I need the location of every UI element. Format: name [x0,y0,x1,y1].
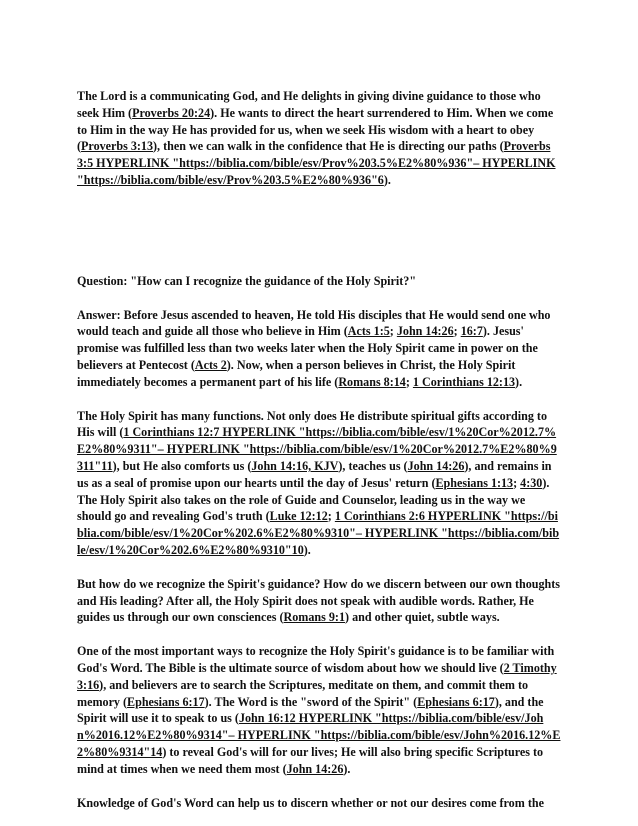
spacer [77,290,561,307]
spacer [77,778,561,795]
spacer [77,391,561,408]
scripture-link[interactable]: Acts 2 [194,357,227,372]
text: ) to reveal God's will for our lives; He will also bring specific Scriptures to mind at times when we need them most ( [77,744,544,776]
scripture-link[interactable]: Acts 1:5 [347,324,390,339]
text: The Lord is a communicating God, and He delights in giving divine guidance to those who seek Him ( [77,89,541,120]
scripture-link[interactable]: 4:30 [520,475,543,490]
scripture-link[interactable]: 2 Timothy 3:16 [77,660,557,692]
text: ). [343,761,351,776]
scripture-link[interactable]: John 14:16, KJV [251,458,339,473]
spacer [77,189,561,273]
text: ; [327,509,335,524]
scripture-link[interactable]: Proverbs 3:13 [81,139,154,154]
text: ). Now, when a person believes in Christ, the Holy Spirit immediately becomes a permanent part of his life ( [77,357,516,389]
scripture-link[interactable]: Romans 8:14 [338,374,406,389]
paragraph-knowledge: Knowledge of God's Word can help us to discern whether or not our desires come from the [77,795,544,810]
scripture-link[interactable]: Ephesians 1:13 [435,475,514,490]
text: ), teaches us ( [338,458,408,473]
text: ). [515,374,523,389]
scripture-link[interactable]: Proverbs 3:5 HYPERLINK "https://biblia.com/bible/esv/Prov%203.5%E2%80%936"– HYPERLINK "https://biblia.com/bible/esv/Prov%203.5%E2%80%936"6 [77,139,556,187]
text: ), and believers are to search the Scriptures, meditate on them, and commit them to memory ( [77,677,529,709]
scripture-link[interactable]: Romans 9:1 [283,610,346,625]
paragraph-intro [77,88,561,189]
paragraph-functions [77,408,561,559]
text: ; [389,324,397,339]
scripture-link[interactable]: Ephesians 6:17 [127,694,205,709]
text: ). The Word is the "sword of the Spirit" ( [204,694,418,709]
scripture-link[interactable]: 1 Corinthians 2:6 HYPERLINK "https://biblia.com/bible/esv/1%20Cor%202.6%E2%80%9310"– HYPERLINK "https://biblia.com/bible/esv/1%20Cor%202.6%E2%80%9310"10 [77,509,560,557]
scripture-link[interactable]: Ephesians 6:17 [417,694,495,709]
scripture-link[interactable]: John 16:12 HYPERLINK "https://biblia.com/bible/esv/John%2016.12%E2%80%9314"– HYPERLINK "https://biblia.com/bible/esv/John%2016.12%E2%80%9314"14 [77,711,561,759]
text: ; [453,324,461,339]
scripture-link[interactable]: 1 Corinthians 12:7 HYPERLINK "https://biblia.com/bible/esv/1%20Cor%2012.7%E2%80%9311"– HYPERLINK "https://biblia.com/bible/esv/1%20Cor%2012.7%E2%80%9311"11 [77,425,557,473]
paragraph-word [77,643,561,777]
text: ) and other quiet, subtle ways. [345,610,500,625]
paragraph-answer [77,307,561,391]
text: But how do we recognize the Spirit's guidance? How do we discern between our own thoughts and His leading? After all, the Holy Spirit does not speak with audible words. Rather, He guides us through our own consciences ( [77,576,560,625]
text: ; [405,374,413,389]
paragraph-recognize [77,576,561,626]
text: ). He wants to direct the heart surrendered to Him. When we come to Him in the way He has provided for us, when we seek His wisdom with a heart to obey ( [77,105,554,154]
text: ). [383,172,391,187]
spacer [77,626,561,643]
text: Answer: Before Jesus ascended to heaven, He told His disciples that He would send one who would teach and guide all those who believe in Him ( [77,307,551,339]
scripture-link[interactable]: John 14:26 [407,458,465,473]
question-heading: Question: "How can I recognize the guidance of the Holy Spirit?" [77,273,417,288]
document-body [77,88,561,811]
scripture-link[interactable]: 1 Corinthians 12:13 [412,374,516,389]
text: ), and remains in us as a seal of promise upon our hearts until the day of Jesus' return ( [77,458,552,490]
text: ). [303,542,311,557]
text: One of the most important ways to recognize the Holy Spirit's guidance is to be familiar with God's Word. The Bible is the ultimate source of wisdom about how we should live ( [77,644,555,675]
text: The Holy Spirit has many functions. Not only does He distribute spiritual gifts according to His will ( [77,408,548,440]
text: ), but He also comforts us ( [112,458,252,473]
text: ), then we can walk in the confidence that He is directing our paths ( [153,139,504,154]
scripture-link[interactable]: Luke 12:12 [269,509,328,524]
scripture-link[interactable]: John 14:26 [396,324,454,339]
scripture-link[interactable]: Proverbs 20:24 [132,105,211,120]
spacer [77,559,561,576]
text: ). The Holy Spirit also takes on the role of Guide and Counselor, leading us in the way we should go and revealing God's truth ( [77,475,550,524]
text: ), and the Spirit will use it to speak to us ( [77,694,544,726]
text: ). Jesus' promise was fulfilled less than two weeks later when the Holy Spirit came in power on the believers at Pentecost ( [77,324,538,372]
scripture-link[interactable]: 16:7 [460,324,483,339]
scripture-link[interactable]: John 14:26 [286,761,344,776]
text: ; [513,475,521,490]
